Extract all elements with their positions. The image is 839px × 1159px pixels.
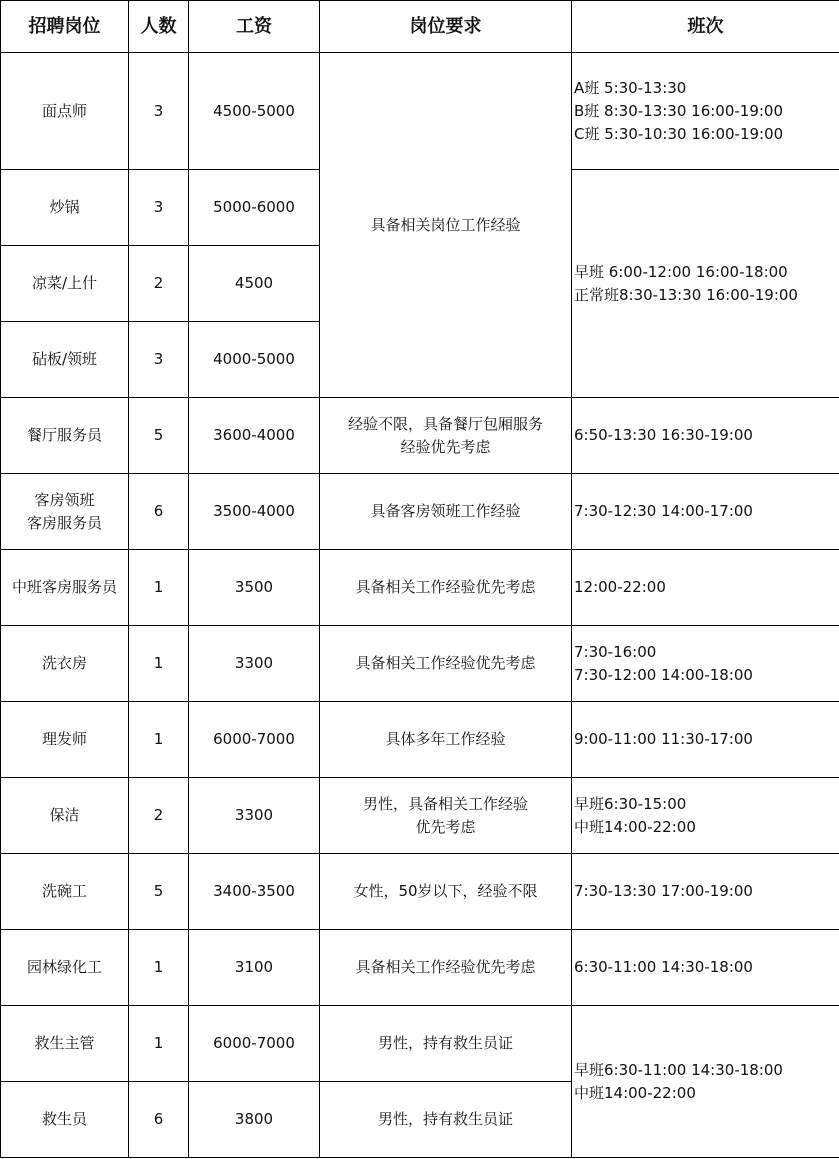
position-cell: 中班客房服务员 <box>1 550 129 626</box>
requirement-cell: 具备相关工作经验优先考虑 <box>320 550 572 626</box>
requirement-cell: 具备相关工作经验优先考虑 <box>320 930 572 1006</box>
salary-cell: 3300 <box>189 778 320 854</box>
table-row <box>1 778 839 854</box>
position-cell: 洗碗工 <box>1 854 129 930</box>
position-cell: 面点师 <box>1 53 129 170</box>
table-row <box>1 1006 839 1082</box>
requirement-cell: 具体多年工作经验 <box>320 702 572 778</box>
salary-cell: 3800 <box>189 1082 320 1158</box>
table-row <box>1 550 839 626</box>
table-row <box>1 930 839 1006</box>
count-cell: 1 <box>129 1006 189 1082</box>
shift-cell: 7:30-16:00 7:30-12:00 14:00-18:00 <box>572 626 839 702</box>
shift-cell: 7:30-12:30 14:00-17:00 <box>572 474 839 550</box>
requirement-cell: 男性，具备相关工作经验 优先考虑 <box>320 778 572 854</box>
requirement-cell: 具备相关工作经验优先考虑 <box>320 626 572 702</box>
shift-cell: 9:00-11:00 11:30-17:00 <box>572 702 839 778</box>
count-cell: 1 <box>129 702 189 778</box>
table-row <box>1 53 839 170</box>
position-cell: 客房领班 客房服务员 <box>1 474 129 550</box>
header-requirements: 岗位要求 <box>320 1 572 53</box>
count-cell: 5 <box>129 854 189 930</box>
salary-cell: 3100 <box>189 930 320 1006</box>
salary-cell: 6000-7000 <box>189 702 320 778</box>
shift-cell: 12:00-22:00 <box>572 550 839 626</box>
shift-cell: 早班6:30-15:00 中班14:00-22:00 <box>572 778 839 854</box>
salary-cell: 5000-6000 <box>189 170 320 246</box>
count-cell: 3 <box>129 53 189 170</box>
shift-cell: 6:50-13:30 16:30-19:00 <box>572 398 839 474</box>
count-cell: 6 <box>129 474 189 550</box>
count-cell: 1 <box>129 626 189 702</box>
salary-cell: 4000-5000 <box>189 322 320 398</box>
requirement-cell: 具备客房领班工作经验 <box>320 474 572 550</box>
shift-cell: 7:30-13:30 17:00-19:00 <box>572 854 839 930</box>
position-cell: 保洁 <box>1 778 129 854</box>
requirement-cell: 经验不限，具备餐厅包厢服务 经验优先考虑 <box>320 398 572 474</box>
salary-cell: 3400-3500 <box>189 854 320 930</box>
count-cell: 6 <box>129 1082 189 1158</box>
count-cell: 5 <box>129 398 189 474</box>
shift-cell: 早班 6:00-12:00 16:00-18:00 正常班8:30-13:30 16:00-19:00 <box>572 170 839 398</box>
header-position: 招聘岗位 <box>1 1 129 53</box>
salary-cell: 4500-5000 <box>189 53 320 170</box>
position-cell: 理发师 <box>1 702 129 778</box>
header-row <box>1 1 839 53</box>
header-shifts: 班次 <box>572 1 839 53</box>
table-row <box>1 398 839 474</box>
salary-cell: 6000-7000 <box>189 1006 320 1082</box>
count-cell: 2 <box>129 246 189 322</box>
count-cell: 3 <box>129 322 189 398</box>
position-cell: 餐厅服务员 <box>1 398 129 474</box>
requirement-cell: 男性，持有救生员证 <box>320 1006 572 1082</box>
shift-cell: 6:30-11:00 14:30-18:00 <box>572 930 839 1006</box>
count-cell: 3 <box>129 170 189 246</box>
salary-cell: 3500 <box>189 550 320 626</box>
requirement-cell: 具备相关岗位工作经验 <box>320 53 572 398</box>
shift-cell: A班 5:30-13:30 B班 8:30-13:30 16:00-19:00 C班 5:30-10:30 16:00-19:00 <box>572 53 839 170</box>
count-cell: 1 <box>129 550 189 626</box>
table-row <box>1 854 839 930</box>
position-cell: 救生主管 <box>1 1006 129 1082</box>
header-salary: 工资 <box>189 1 320 53</box>
position-cell: 凉菜/上什 <box>1 246 129 322</box>
requirement-cell: 男性，持有救生员证 <box>320 1082 572 1158</box>
position-cell: 救生员 <box>1 1082 129 1158</box>
shift-cell: 早班6:30-11:00 14:30-18:00 中班14:00-22:00 <box>572 1006 839 1158</box>
table-row <box>1 626 839 702</box>
requirement-cell: 女性，50岁以下，经验不限 <box>320 854 572 930</box>
position-cell: 洗衣房 <box>1 626 129 702</box>
position-cell: 砧板/领班 <box>1 322 129 398</box>
salary-cell: 3500-4000 <box>189 474 320 550</box>
count-cell: 1 <box>129 930 189 1006</box>
position-cell: 炒锅 <box>1 170 129 246</box>
table-row <box>1 474 839 550</box>
salary-cell: 4500 <box>189 246 320 322</box>
salary-cell: 3600-4000 <box>189 398 320 474</box>
table-row <box>1 702 839 778</box>
count-cell: 2 <box>129 778 189 854</box>
header-count: 人数 <box>129 1 189 53</box>
position-cell: 园林绿化工 <box>1 930 129 1006</box>
salary-cell: 3300 <box>189 626 320 702</box>
